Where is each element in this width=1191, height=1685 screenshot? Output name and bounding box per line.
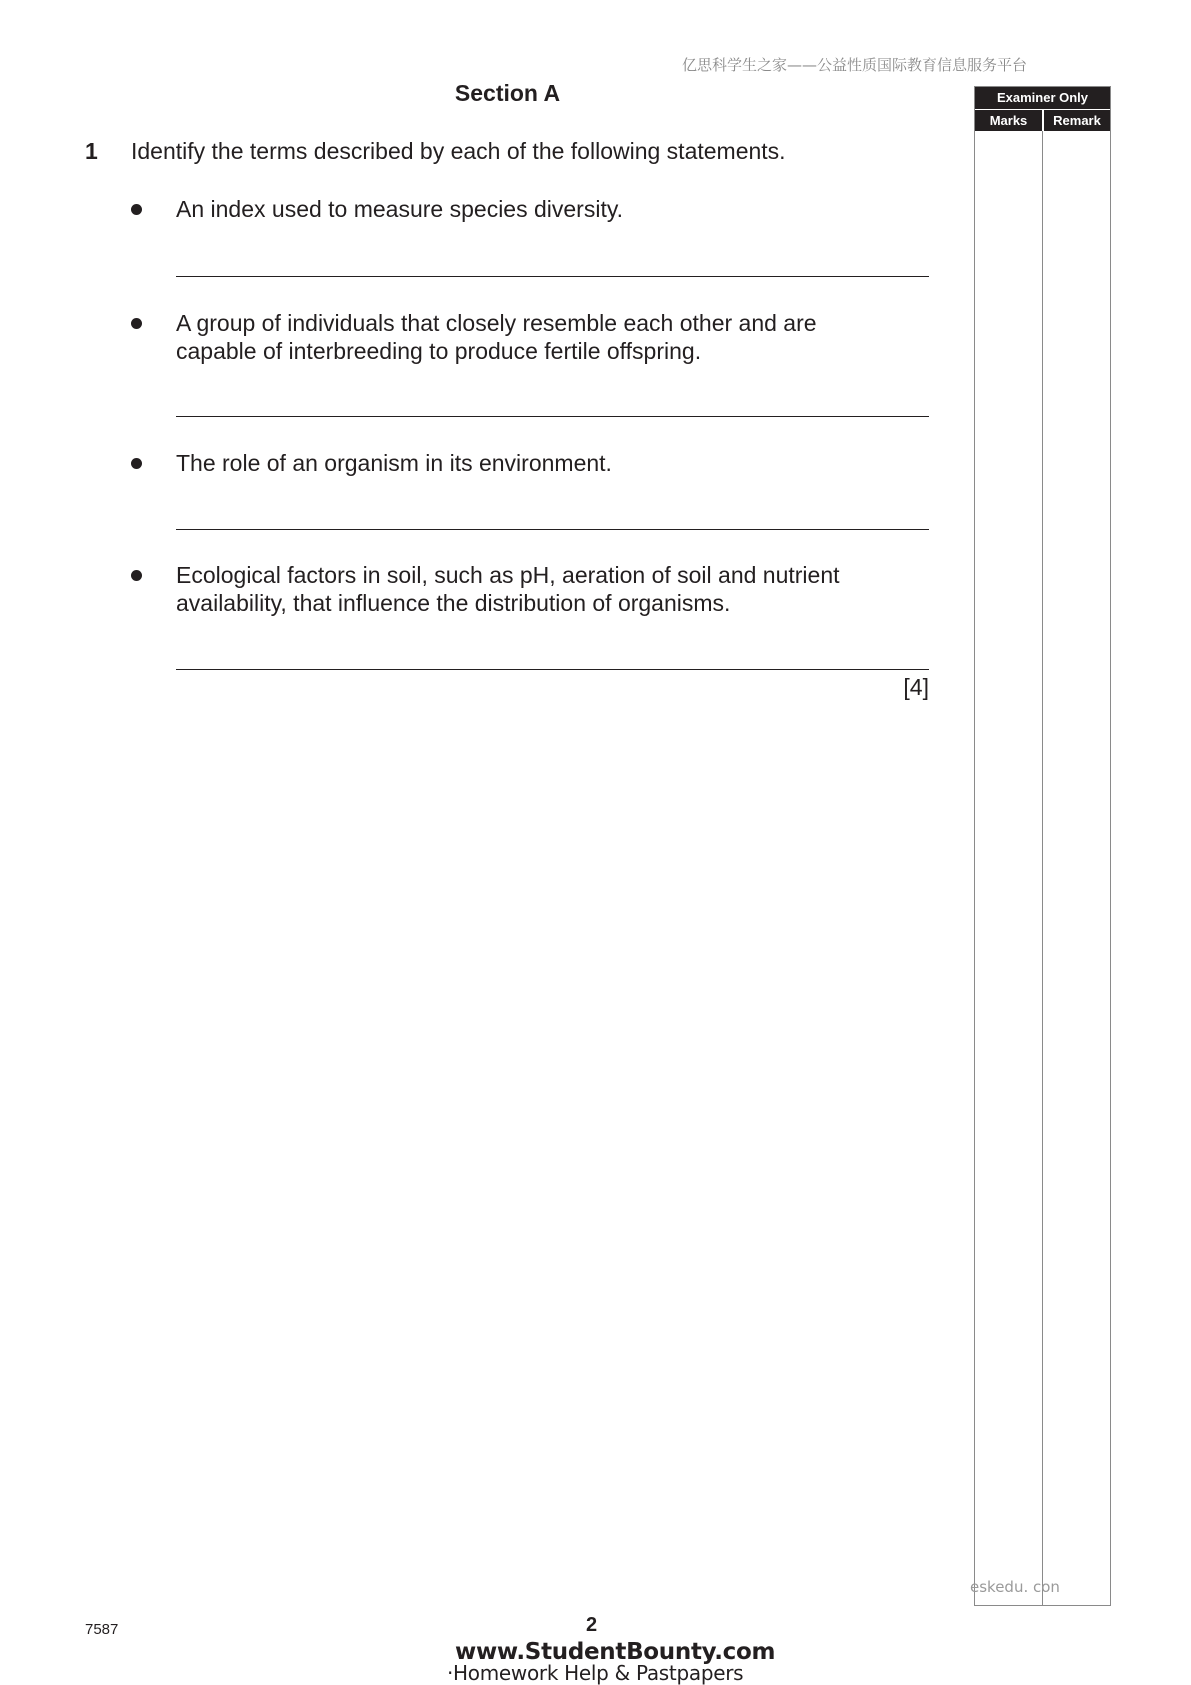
question-item-text: Ecological factors in soil, such as pH, aeration of soil and nutrient availability, that influence the distribution of organisms. <box>176 562 840 616</box>
answer-line[interactable] <box>176 669 929 670</box>
page-number: 2 <box>586 1614 598 1636</box>
marks-allocation: [4] <box>903 674 929 700</box>
examiner-only-box <box>974 86 1111 1606</box>
question-item-text: A group of individuals that closely resemble each other and are capable of interbreeding to produce fertile offspring. <box>176 310 817 364</box>
bullet-icon <box>131 318 142 329</box>
answer-line[interactable] <box>176 276 929 277</box>
question-stem: Identify the terms described by each of the following statements. <box>131 138 786 164</box>
bullet-icon <box>131 204 142 215</box>
examiner-only-title: Examiner Only <box>975 87 1110 109</box>
bullet-icon <box>131 570 142 581</box>
section-title: Section A <box>454 80 561 106</box>
marks-column-header: Marks <box>975 110 1042 131</box>
remark-column-header: Remark <box>1044 110 1110 131</box>
answer-line[interactable] <box>176 416 929 417</box>
question-item-text: An index used to measure species diversity. <box>176 196 624 222</box>
bottom-watermark: eskedu. con <box>970 1578 1060 1596</box>
column-divider <box>1042 131 1043 1605</box>
bullet-icon <box>131 458 142 469</box>
paper-code: 7587 <box>85 1621 119 1638</box>
question-number: 1 <box>85 138 98 164</box>
question-item-text: The role of an organism in its environment. <box>176 450 612 476</box>
site-url[interactable]: www.StudentBounty.com <box>455 1639 776 1665</box>
top-watermark: 亿思科学生之家——公益性质国际教育信息服务平台 <box>682 56 1028 74</box>
site-tagline: ·Homework Help & Pastpapers <box>447 1661 744 1685</box>
answer-line[interactable] <box>176 529 929 530</box>
